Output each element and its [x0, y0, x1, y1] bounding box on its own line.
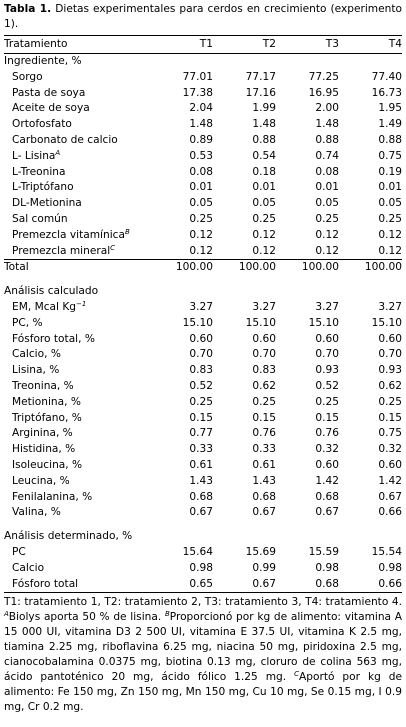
- row-label: PC, %: [12, 316, 43, 329]
- value-cell: 0.62: [252, 379, 276, 392]
- value-cell: 0.88: [252, 133, 276, 146]
- value-cell: 0.77: [189, 427, 213, 440]
- table-row: [4, 316, 402, 332]
- value-cell: 0.15: [315, 411, 339, 424]
- row-label-cell: [4, 212, 150, 228]
- footnote-b-mark: B: [164, 610, 170, 619]
- empty-cell: [150, 284, 213, 300]
- footnote-b-text: Proporcionó por kg de alimento: vitamina A 15 000 UI, vitamina D3 2 500 UI, vitamina E 37.5 UI, vitamina K 2.5 mg, tiamina 2.25 mg, riboflavina 6.25 mg, niacina 50 mg, piridoxina 2.5 mg, cianocobalamina 0.0375 mg, biotina 0.13 mg, cloruro de colina 563 mg, ácido pantoténico 20 mg, ácido fólico 1.25 mg.: [4, 611, 402, 684]
- value-cell: 1.42: [315, 474, 339, 487]
- footnote-c-mark: C: [294, 670, 300, 679]
- value-cell: 3.27: [189, 300, 213, 313]
- value-cell: 0.15: [378, 411, 402, 424]
- value-cell: 0.33: [252, 443, 276, 456]
- value-cell: 15.64: [182, 545, 213, 558]
- value-cell: 0.25: [378, 395, 402, 408]
- value-cell: 0.60: [378, 332, 402, 345]
- value-cell: 0.32: [378, 443, 402, 456]
- value-cell: 16.73: [371, 86, 402, 99]
- table-footnotes: [4, 595, 402, 715]
- empty-cell: [213, 529, 276, 545]
- value-cell: 0.12: [252, 228, 276, 241]
- row-label-cell: [4, 379, 150, 395]
- value-cell: 0.05: [189, 197, 213, 210]
- empty-cell: [213, 54, 276, 70]
- row-label: Sal común: [12, 212, 68, 225]
- value-cell: 77.01: [182, 70, 213, 83]
- row-label-cell: [4, 316, 150, 332]
- row-label-cell: [4, 165, 150, 181]
- footnote-c-text: Aportó por kg de alimento: Fe 150 mg, Zn 150 mg, Mn 150 mg, Cu 10 mg, Se 0.15 mg, I 0.9 mg, Cr 0.2 mg.: [4, 671, 403, 714]
- section-header-row: [4, 284, 402, 300]
- value-cell: 0.70: [378, 348, 402, 361]
- value-cell: 0.05: [315, 197, 339, 210]
- value-cell: 0.83: [252, 364, 276, 377]
- caption-text: Dietas experimentales para cerdos en crecimiento (experimento 1).: [4, 3, 402, 30]
- row-label-cell: [4, 347, 150, 363]
- row-label: Fósforo total: [12, 577, 79, 590]
- value-cell: 0.01: [378, 181, 402, 194]
- value-cell: 0.25: [315, 212, 339, 225]
- section-title: Ingrediente, %: [4, 54, 150, 70]
- value-cell: 0.25: [252, 212, 276, 225]
- value-cell: 15.59: [308, 545, 339, 558]
- value-cell: 77.40: [371, 70, 402, 83]
- value-cell: 0.93: [315, 364, 339, 377]
- value-cell: 0.88: [315, 133, 339, 146]
- value-cell: 0.75: [378, 427, 402, 440]
- value-cell: 2.04: [189, 102, 213, 115]
- value-cell: 0.67: [315, 506, 339, 519]
- value-cell: 0.67: [189, 506, 213, 519]
- value-cell: 0.61: [189, 458, 213, 471]
- value-cell: 0.54: [252, 149, 276, 162]
- row-label: Calcio, %: [12, 348, 61, 361]
- row-label-cell: [4, 101, 150, 117]
- footnote-treatments: T1: tratamiento 1, T2: tratamiento 2, T3: tratamiento 3, T4: tratamiento 4.: [4, 596, 402, 609]
- value-cell: 0.66: [378, 506, 402, 519]
- row-label-cell: [4, 505, 150, 521]
- row-label-cell: [4, 244, 150, 260]
- table-row: [4, 474, 402, 490]
- value-cell: 0.68: [189, 490, 213, 503]
- value-cell: 1.43: [189, 474, 213, 487]
- table-row: [4, 117, 402, 133]
- value-cell: 1.49: [378, 118, 402, 131]
- diet-table: [4, 36, 402, 593]
- value-cell: 0.12: [189, 228, 213, 241]
- table-row: [4, 505, 402, 521]
- table-row: [4, 426, 402, 442]
- value-cell: 0.70: [189, 348, 213, 361]
- table-body: [4, 36, 402, 593]
- table-row: [4, 133, 402, 149]
- value-cell: 0.65: [150, 577, 213, 593]
- row-label: L-Treonina: [12, 165, 66, 178]
- row-label: Triptófano, %: [12, 411, 82, 424]
- value-cell: 0.53: [189, 149, 213, 162]
- table-row: [4, 545, 402, 561]
- spacer-cell: [339, 521, 402, 529]
- header-cell: T4: [388, 38, 402, 50]
- value-cell: 0.12: [252, 244, 276, 257]
- header-cell: T2: [262, 38, 276, 50]
- spacer-row: [4, 276, 402, 284]
- value-cell: 0.60: [252, 332, 276, 345]
- table-row: [4, 196, 402, 212]
- row-label-superscript: A: [55, 148, 61, 157]
- value-cell: 0.60: [378, 458, 402, 471]
- row-label-cell: [4, 180, 150, 196]
- value-cell: 0.89: [189, 133, 213, 146]
- empty-cell: [339, 529, 402, 545]
- table-row: [4, 395, 402, 411]
- value-cell: 0.67: [252, 506, 276, 519]
- table-row: [4, 379, 402, 395]
- table-row: [4, 149, 402, 165]
- row-label: L- Lisina: [12, 149, 56, 162]
- spacer-cell: [276, 276, 339, 284]
- section-title: Análisis calculado: [4, 285, 99, 298]
- value-cell: 0.75: [378, 149, 402, 162]
- row-label-cell: [4, 458, 150, 474]
- value-cell: 0.68: [315, 490, 339, 503]
- table-row: [4, 101, 402, 117]
- value-cell: 16.95: [308, 86, 339, 99]
- footnote-a-mark: A: [4, 610, 9, 619]
- empty-cell: [339, 54, 402, 70]
- table-row: [4, 86, 402, 102]
- row-label: Fenilalanina, %: [12, 490, 93, 503]
- value-cell: 0.12: [189, 244, 213, 257]
- row-label-cell: [4, 411, 150, 427]
- value-cell: 0.25: [189, 395, 213, 408]
- row-label: Treonina, %: [12, 379, 74, 392]
- row-label-cell: [4, 442, 150, 458]
- spacer-cell: [4, 276, 150, 284]
- spacer-cell: [150, 521, 213, 529]
- row-label: Aceite de soya: [12, 102, 90, 115]
- value-cell: 2.00: [315, 102, 339, 115]
- header-cell: T1: [199, 38, 213, 50]
- row-label: EM, Mcal Kg: [12, 300, 77, 313]
- value-cell: 0.25: [189, 212, 213, 225]
- value-cell: 0.88: [378, 133, 402, 146]
- value-cell: 0.98: [378, 561, 402, 574]
- row-label-superscript: −1: [76, 299, 87, 308]
- value-cell: 1.48: [315, 118, 339, 131]
- value-cell: 0.68: [252, 490, 276, 503]
- table-row: [4, 490, 402, 506]
- row-label-cell: [4, 545, 150, 561]
- value-cell: 3.27: [252, 300, 276, 313]
- section-header-row: [4, 529, 402, 545]
- value-cell: 77.25: [308, 70, 339, 83]
- value-cell: 0.08: [189, 165, 213, 178]
- caption-label: Tabla 1.: [4, 3, 52, 15]
- value-cell: 1.42: [378, 474, 402, 487]
- value-cell: 0.52: [189, 379, 213, 392]
- value-cell: 0.08: [315, 165, 339, 178]
- value-cell: 0.83: [189, 364, 213, 377]
- header-row: [4, 36, 402, 54]
- value-cell: 0.33: [189, 443, 213, 456]
- empty-cell: [276, 284, 339, 300]
- table-row: [4, 165, 402, 181]
- value-cell: 0.25: [378, 212, 402, 225]
- row-label: PC: [12, 545, 26, 558]
- value-cell: 15.54: [371, 545, 402, 558]
- section-title: Análisis determinado, %: [4, 530, 133, 543]
- value-cell: 0.52: [315, 379, 339, 392]
- value-cell: 0.98: [189, 561, 213, 574]
- value-cell: 1.48: [252, 118, 276, 131]
- value-cell: 0.67: [213, 577, 276, 593]
- value-cell: 0.93: [378, 364, 402, 377]
- value-cell: 0.60: [315, 458, 339, 471]
- value-cell: 0.70: [315, 348, 339, 361]
- row-label: Carbonato de calcio: [12, 133, 118, 146]
- total-label: Total: [4, 260, 150, 276]
- row-label: Calcio: [12, 561, 45, 574]
- value-cell: 0.19: [378, 165, 402, 178]
- row-label-cell: [4, 561, 150, 577]
- value-cell: 0.01: [252, 181, 276, 194]
- value-cell: 0.32: [315, 443, 339, 456]
- row-label: Arginina, %: [12, 427, 73, 440]
- value-cell: 0.15: [189, 411, 213, 424]
- total-value-cell: 100.00: [276, 260, 339, 276]
- row-label-cell: [4, 363, 150, 379]
- row-label: Sorgo: [12, 70, 43, 83]
- value-cell: 0.98: [315, 561, 339, 574]
- row-label-cell: [4, 490, 150, 506]
- value-cell: 0.12: [315, 244, 339, 257]
- value-cell: 0.60: [189, 332, 213, 345]
- row-label: Lisina, %: [12, 364, 60, 377]
- value-cell: 77.17: [245, 70, 276, 83]
- value-cell: 1.43: [252, 474, 276, 487]
- value-cell: 15.10: [245, 316, 276, 329]
- table-row: [4, 363, 402, 379]
- value-cell: 0.62: [378, 379, 402, 392]
- value-cell: 3.27: [315, 300, 339, 313]
- value-cell: 1.48: [189, 118, 213, 131]
- spacer-row: [4, 521, 402, 529]
- row-label: Valina, %: [12, 506, 61, 519]
- value-cell: 1.95: [378, 102, 402, 115]
- row-label-cell: [4, 86, 150, 102]
- value-cell: 17.16: [245, 86, 276, 99]
- spacer-cell: [276, 521, 339, 529]
- row-label: Fósforo total, %: [12, 332, 95, 345]
- section-header-row: [4, 54, 402, 70]
- header-cell: T3: [325, 38, 339, 50]
- row-label-cell: [4, 228, 150, 244]
- table-row: [4, 577, 402, 593]
- value-cell: 0.67: [378, 490, 402, 503]
- footnote-a-text: Biolys aporta 50 % de lisina.: [8, 611, 162, 624]
- value-cell: 1.99: [252, 102, 276, 115]
- row-label-cell: [4, 117, 150, 133]
- empty-cell: [150, 54, 213, 70]
- spacer-cell: [213, 521, 276, 529]
- value-cell: 0.70: [252, 348, 276, 361]
- value-cell: 15.10: [371, 316, 402, 329]
- row-label-cell: [4, 196, 150, 212]
- value-cell: 0.12: [315, 228, 339, 241]
- row-label-superscript: B: [124, 227, 130, 236]
- table-row: [4, 300, 402, 316]
- value-cell: 15.10: [308, 316, 339, 329]
- total-row: [4, 260, 402, 276]
- value-cell: 15.10: [182, 316, 213, 329]
- row-label-superscript: C: [110, 243, 116, 252]
- row-label-cell: [4, 300, 150, 316]
- total-value-cell: 100.00: [213, 260, 276, 276]
- value-cell: 0.25: [315, 395, 339, 408]
- row-label-cell: [4, 577, 150, 593]
- table-row: [4, 180, 402, 196]
- table-row: [4, 70, 402, 86]
- table-caption: [4, 2, 402, 32]
- header-cell: Tratamiento: [4, 38, 68, 50]
- table-row: [4, 228, 402, 244]
- table-row: [4, 347, 402, 363]
- row-label-cell: [4, 332, 150, 348]
- table-row: [4, 442, 402, 458]
- row-label: Premezcla vitamínica: [12, 228, 125, 241]
- table-row: [4, 212, 402, 228]
- row-label: Premezcla mineral: [12, 244, 111, 257]
- row-label-cell: [4, 395, 150, 411]
- value-cell: 0.74: [315, 149, 339, 162]
- row-label: L-Triptófano: [12, 181, 74, 194]
- row-label: Histidina, %: [12, 443, 76, 456]
- row-label-cell: [4, 149, 150, 165]
- value-cell: 0.76: [315, 427, 339, 440]
- value-cell: 0.25: [252, 395, 276, 408]
- row-label-cell: [4, 474, 150, 490]
- row-label: Pasta de soya: [12, 86, 86, 99]
- row-label: DL-Metionina: [12, 197, 82, 210]
- row-label: Metionina, %: [12, 395, 81, 408]
- value-cell: 0.60: [315, 332, 339, 345]
- value-cell: 0.01: [189, 181, 213, 194]
- row-label-cell: [4, 426, 150, 442]
- value-cell: 0.12: [378, 244, 402, 257]
- value-cell: 0.01: [315, 181, 339, 194]
- row-label: Isoleucina, %: [12, 458, 83, 471]
- value-cell: 0.99: [252, 561, 276, 574]
- value-cell: 3.27: [378, 300, 402, 313]
- value-cell: 0.12: [378, 228, 402, 241]
- value-cell: 0.61: [252, 458, 276, 471]
- row-label: Leucina, %: [12, 474, 70, 487]
- table-row: [4, 458, 402, 474]
- value-cell: 0.68: [276, 577, 339, 593]
- value-cell: 0.66: [339, 577, 402, 593]
- table-row: [4, 244, 402, 260]
- value-cell: 17.38: [182, 86, 213, 99]
- spacer-cell: [150, 276, 213, 284]
- value-cell: 0.18: [252, 165, 276, 178]
- value-cell: 0.05: [378, 197, 402, 210]
- empty-cell: [276, 54, 339, 70]
- row-label-cell: [4, 70, 150, 86]
- value-cell: 15.69: [245, 545, 276, 558]
- value-cell: 0.05: [252, 197, 276, 210]
- spacer-cell: [4, 521, 150, 529]
- total-value-cell: 100.00: [150, 260, 213, 276]
- empty-cell: [276, 529, 339, 545]
- table-row: [4, 411, 402, 427]
- row-label: Ortofosfato: [12, 118, 72, 131]
- spacer-cell: [213, 276, 276, 284]
- value-cell: 0.15: [252, 411, 276, 424]
- empty-cell: [339, 284, 402, 300]
- table-row: [4, 561, 402, 577]
- row-label-cell: [4, 133, 150, 149]
- value-cell: 0.76: [252, 427, 276, 440]
- total-value-cell: 100.00: [339, 260, 402, 276]
- spacer-cell: [339, 276, 402, 284]
- empty-cell: [150, 529, 213, 545]
- table-row: [4, 332, 402, 348]
- empty-cell: [213, 284, 276, 300]
